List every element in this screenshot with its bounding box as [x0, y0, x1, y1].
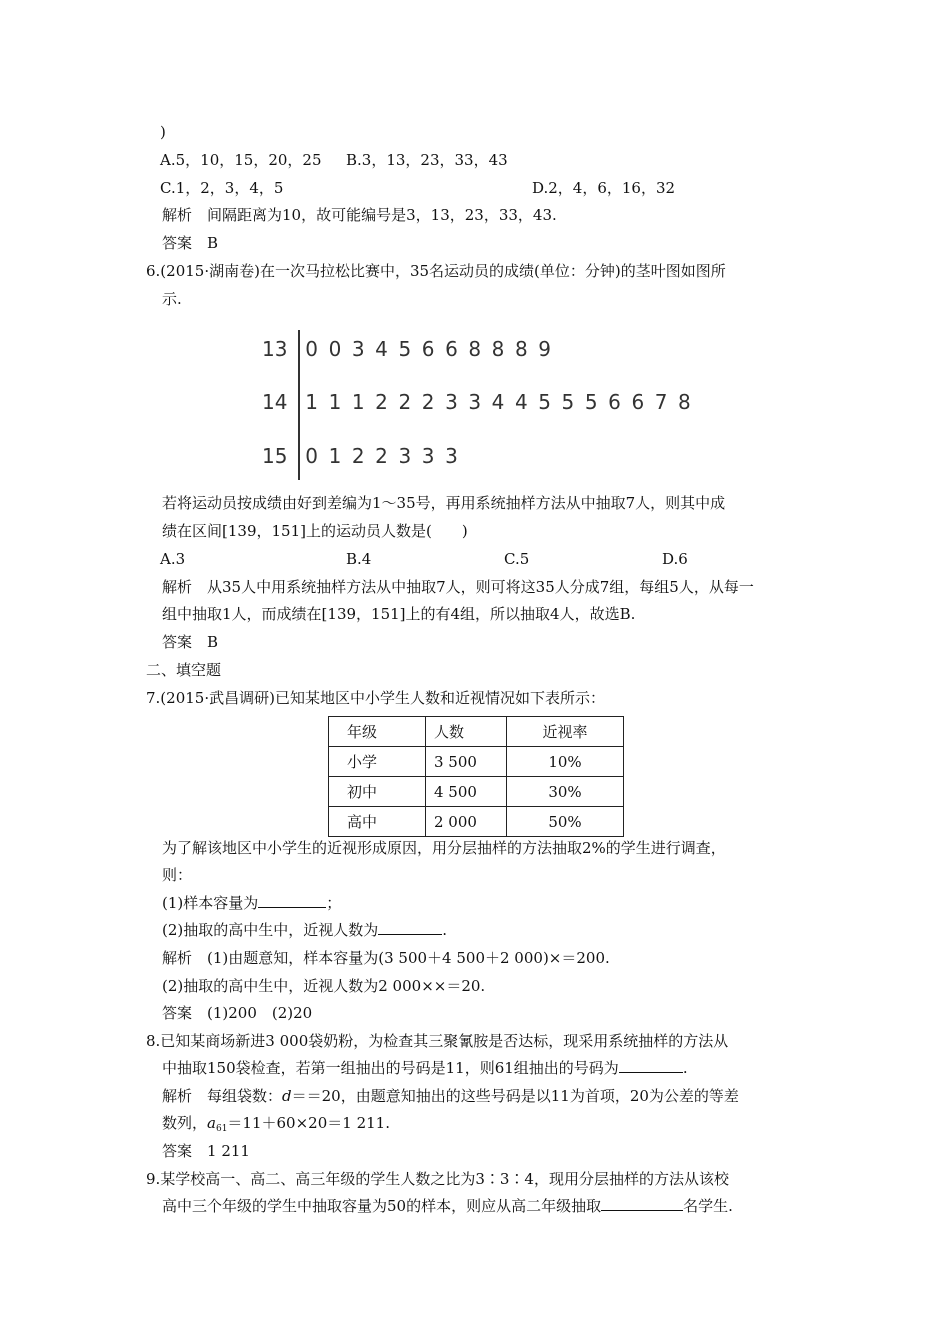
leaf-digit: 3 — [468, 390, 482, 414]
sub1-end: ； — [326, 894, 342, 912]
q5-option-b: B.3，13，23，33，43 — [346, 151, 508, 169]
answer-blank — [378, 920, 442, 935]
q7-sub2 — [162, 920, 447, 940]
q7-question-line1: 为了解该地区中小学生的近视形成原因，用分层抽样的方法抽取2%的学生进行调查， — [162, 839, 726, 857]
sub2-text: (2)抽取的高中生中，近视人数为 — [162, 921, 379, 939]
stem-14: 14 — [262, 390, 288, 414]
q6-option-d: D.6 — [662, 550, 688, 568]
leaf-digit: 3 — [445, 444, 458, 468]
leaf-digit: 2 — [375, 390, 388, 414]
table-row — [329, 747, 624, 777]
leaf-digit: 2 — [421, 390, 435, 414]
q5-answer — [162, 233, 218, 253]
leaf-digit: 2 — [375, 444, 388, 468]
q7-analysis-line2: (2)抽取的高中生中，近视人数为2 000××＝20. — [162, 977, 486, 995]
analysis-text: 从35人中用系统抽样方法从中抽取7人，则可将这35人分成7组，每组5人，从每一 — [207, 578, 754, 596]
q6-answer — [162, 632, 218, 652]
leaf-digit: 8 — [678, 390, 691, 414]
table-row — [329, 777, 624, 807]
leaf-digit: 4 — [375, 337, 388, 361]
q9-stem-line2 — [162, 1196, 733, 1216]
leaves-row-14 — [300, 390, 696, 414]
sub1-text: (1)样本容量为 — [162, 894, 259, 912]
table-cell: 50% — [507, 807, 624, 837]
answer-label: 答案 — [162, 234, 193, 252]
q8-analysis-line1 — [162, 1086, 739, 1106]
q6-question-line1: 若将运动员按成绩由好到差编为1～35号，再用系统抽样方法从中抽取7人，则其中成 — [162, 494, 726, 512]
answer-blank — [619, 1058, 683, 1073]
q9-stem-line1: 9.某学校高一、高二、高三年级的学生人数之比为3∶3∶4，现用分层抽样的方法从该校 — [146, 1170, 729, 1188]
leaf-digit: 2 — [351, 444, 365, 468]
q5-analysis — [162, 205, 557, 225]
q5-option-d: D.2，4，6，16，32 — [532, 179, 676, 197]
var-a: a — [207, 1114, 216, 1132]
table-header-cell: 人数 — [426, 717, 507, 747]
answer-label: 答案 — [162, 1004, 193, 1022]
stem-15: 15 — [262, 444, 288, 468]
q6-option-c: C.5 — [504, 550, 530, 568]
q8-stem-line1: 8.已知某商场新进3 000袋奶粉，为检查其三聚氰胺是否达标，现采用系统抽样的方法从 — [146, 1032, 729, 1050]
answer-text: B — [207, 234, 219, 252]
leaf-digit: 3 — [421, 444, 435, 468]
leaf-digit: 6 — [445, 337, 458, 361]
q5-option-a: A.5，10，15，20，25 — [160, 151, 322, 169]
table-header-cell: 年级 — [329, 717, 426, 747]
table-cell: 小学 — [329, 747, 426, 777]
leaf-digit: 6 — [421, 337, 435, 361]
table-row — [329, 807, 624, 837]
analysis-label: 解析 — [162, 206, 193, 224]
leaf-digit: 9 — [538, 337, 551, 361]
analysis-pre: 数列， — [162, 1114, 208, 1132]
table-header-row — [329, 717, 624, 747]
table-cell: 初中 — [329, 777, 426, 807]
q8-stem-line2 — [162, 1058, 688, 1078]
leaf-digit: 3 — [445, 390, 458, 414]
q6-option-a: A.3 — [160, 550, 186, 568]
answer-text: (1)200 (2)20 — [207, 1004, 313, 1022]
table-cell: 10% — [507, 747, 624, 777]
sub2-end: . — [442, 921, 448, 939]
var-a-subscript: 61 — [215, 1124, 228, 1134]
analysis-text-a: 每组袋数： — [207, 1087, 283, 1105]
leaf-digit: 8 — [514, 337, 528, 361]
analysis-label: 解析 — [162, 1087, 193, 1105]
analysis-text: 间隔距离为10，故可能编号是3，13，23，33，43. — [207, 206, 557, 224]
table-cell: 30% — [507, 777, 624, 807]
q8-answer — [162, 1141, 250, 1161]
q6-stem-line1: 6.(2015·湖南卷)在一次马拉松比赛中，35名运动员的成绩(单位：分钟)的茎叶图如图所 — [146, 262, 726, 280]
answer-text: B — [207, 633, 219, 651]
q7-stem-line1: 7.(2015·武昌调研)已知某地区中小学生人数和近视情况如下表所示： — [146, 689, 605, 707]
q9-line2-end: 名学生. — [683, 1197, 733, 1215]
q5-option-c: C.1，2，3，4，5 — [160, 179, 284, 197]
q6-stem-line2: 示. — [162, 290, 182, 308]
table-cell: 3 500 — [426, 747, 507, 777]
q8-analysis-line2 — [162, 1113, 390, 1139]
q6-analysis-line1 — [162, 577, 754, 597]
leaf-digit: 4 — [491, 390, 505, 414]
table-header-cell: 近视率 — [507, 717, 624, 747]
leaf-digit: 1 — [328, 444, 342, 468]
leaf-digit: 6 — [631, 390, 645, 414]
table-cell: 4 500 — [426, 777, 507, 807]
leaves-row-13 — [300, 337, 556, 361]
leaf-digit: 1 — [305, 390, 319, 414]
q5-paren-close: ) — [160, 123, 166, 141]
table-cell: 2 000 — [426, 807, 507, 837]
leaf-digit: 1 — [351, 390, 365, 414]
answer-blank — [601, 1196, 683, 1211]
q9-line2-text: 高中三个年级的学生中抽取容量为50的样本，则应从高二年级抽取 — [162, 1197, 602, 1215]
stem-13: 13 — [262, 337, 288, 361]
leaf-digit: 6 — [608, 390, 621, 414]
table-cell: 高中 — [329, 807, 426, 837]
q6-question-line2: 绩在区间[139，151]上的运动员人数是( ) — [162, 522, 468, 540]
answer-label: 答案 — [162, 633, 193, 651]
q8-line2-text: 中抽取150袋检查，若第一组抽出的号码是11，则61组抽出的号码为 — [162, 1059, 619, 1077]
leaves-row-15 — [300, 444, 463, 468]
q6-option-b: B.4 — [346, 550, 372, 568]
leaf-digit: 5 — [584, 390, 598, 414]
myopia-table — [328, 716, 624, 837]
answer-label: 答案 — [162, 1142, 193, 1160]
leaf-digit: 2 — [398, 390, 412, 414]
analysis-label: 解析 — [162, 578, 193, 596]
leaf-digit: 3 — [351, 337, 365, 361]
q7-analysis-line1 — [162, 948, 610, 968]
leaf-digit: 8 — [491, 337, 505, 361]
leaf-digit: 7 — [654, 390, 668, 414]
answer-blank — [258, 893, 326, 908]
leaf-digit: 5 — [538, 390, 551, 414]
analysis-text: (1)由题意知，样本容量为(3 500＋4 500＋2 000)×＝200. — [207, 949, 610, 967]
q6-analysis-line2: 组中抽取1人，而成绩在[139，151]上的有4组，所以抽取4人，故选B. — [162, 605, 636, 623]
q7-question-line2: 则： — [162, 866, 193, 884]
analysis-post: ＝11＋60×20＝1 211. — [227, 1114, 390, 1132]
leaf-digit: 8 — [468, 337, 482, 361]
leaf-digit: 4 — [514, 390, 528, 414]
leaf-digit: 0 — [305, 444, 319, 468]
q7-answer — [162, 1003, 312, 1023]
leaf-digit: 0 — [305, 337, 319, 361]
leaf-digit: 0 — [328, 337, 342, 361]
analysis-label: 解析 — [162, 949, 193, 967]
q8-line2-end: . — [682, 1059, 688, 1077]
leaf-digit: 5 — [561, 390, 575, 414]
leaf-digit: 1 — [328, 390, 342, 414]
section-title: 二、填空题 — [146, 661, 222, 679]
var-d: d — [282, 1087, 292, 1105]
answer-text: 1 211 — [207, 1142, 250, 1160]
analysis-text-b: ＝＝20，由题意知抽出的这些号码是以11为首项，20为公差的等差 — [291, 1087, 739, 1105]
leaf-digit: 3 — [398, 444, 412, 468]
q7-sub1 — [162, 893, 341, 913]
leaf-digit: 5 — [398, 337, 412, 361]
